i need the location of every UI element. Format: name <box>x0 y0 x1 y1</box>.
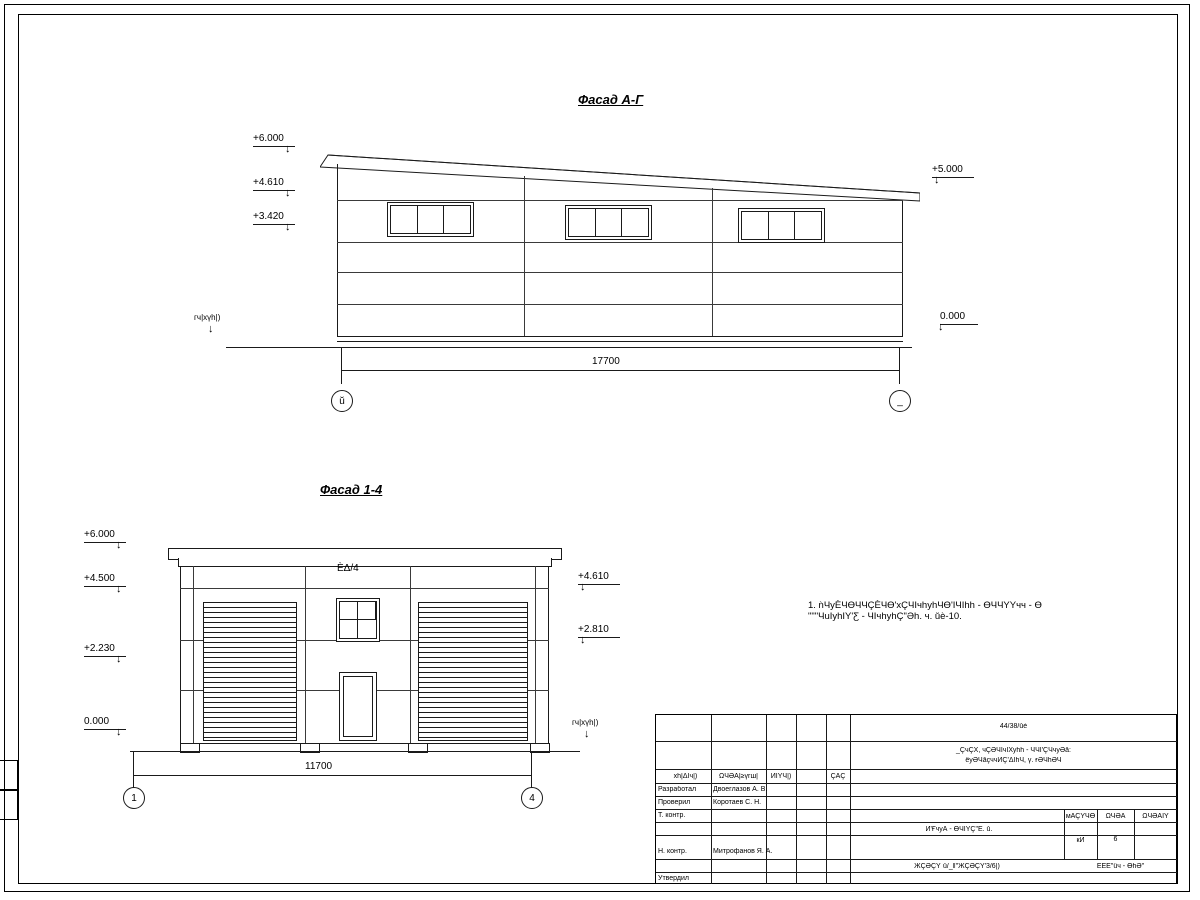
facade-ag-ground-label: гч|хүһ|) ↓ <box>194 313 221 335</box>
stamp-name-4: Митрофанов Я. А. <box>713 848 773 855</box>
stamp-col-header-1: ΩЧƏÅ|≥үгш| <box>719 773 758 780</box>
margin-box-top <box>0 760 18 790</box>
facade-ag-level-6000: +6.000 ↓ <box>253 133 284 144</box>
stamp-code: 44/38/ŭè <box>999 723 1028 730</box>
facade-ag-joint-v2 <box>712 188 713 336</box>
facade-14-ground-line <box>130 751 580 752</box>
facade-14-ext-line-right <box>531 752 532 788</box>
facade-ag-level-4610: +4.610 ↓ <box>253 177 284 188</box>
facade-ag-window-3 <box>738 208 825 243</box>
facade-14-ext-line-left <box>133 752 134 788</box>
facade-14-level-2810: +2.810 ↓ <box>578 624 609 635</box>
facade-ag-joint-v1 <box>524 176 525 336</box>
stamp-sheet-value: 6 <box>1113 836 1118 843</box>
stamp-role-1: Проверил <box>658 799 691 806</box>
facade-14-level-4610: +4.610 ↓ <box>578 571 609 582</box>
facade-14-pier-right <box>410 566 411 743</box>
facade-ag-plinth-line <box>337 341 903 342</box>
facade-14-dim-line <box>133 775 531 776</box>
facade-ag-dim-value: 17700 <box>592 356 620 367</box>
facade-14-level-4500: +4.500 ↓ <box>84 573 115 584</box>
facade-ag-title: Фасад А-Г <box>578 92 644 107</box>
facade-14-wall-right-inner <box>535 566 536 743</box>
facade-14-door <box>339 672 377 741</box>
stamp-col-header-0: ¯xh|ΔIч|) <box>669 773 698 780</box>
facade-14-wall-right <box>548 566 549 743</box>
facade-14-pier-left <box>305 566 306 743</box>
stamp-name-0: Двоеглазов А. В. <box>713 786 768 793</box>
facade-ag-ground-line <box>226 347 912 348</box>
margin-box-bottom <box>0 790 18 820</box>
stamp-col-header-4: ÇÅÇ <box>830 773 846 780</box>
facade-14-gate-right <box>418 602 528 741</box>
facade-14-ground-label: гч|хүһ|) ↓ <box>572 718 599 740</box>
general-notes <box>808 600 1108 622</box>
facade-14-wall-left-inner <box>193 566 194 743</box>
facade-ag-roof <box>320 145 920 205</box>
facade-ag-joint-3 <box>337 272 903 273</box>
facade-ag-window-2 <box>565 205 652 240</box>
facade-ag-joint-1 <box>337 200 903 201</box>
facade-ag-window-1 <box>387 202 474 237</box>
stamp-organisation: ÈÈÈ"üч - ӨһƏ" <box>1096 863 1145 870</box>
stamp-role-4: Н. контр. <box>658 848 687 855</box>
facade-ag-level-0000: 0.000 ↓ <box>940 311 965 322</box>
facade-14-axis-4: 4 <box>521 787 543 809</box>
stamp-object-line-2: êуƏЧāçччИÇ'ΔIhЧ, ү. ғƏЧһƏЧ <box>965 757 1062 764</box>
facade-ag-joint-4 <box>337 304 903 305</box>
facade-ag-base-line <box>337 336 903 337</box>
facade-14-gate-left <box>203 602 297 741</box>
stamp-name-1: Коротаев С. Н. <box>713 799 762 806</box>
facade-ag-ext-line-right <box>899 348 900 384</box>
facade-ag-ext-line-left <box>341 348 342 384</box>
facade-14-window <box>336 598 380 642</box>
note-line-1: 1. ǹЧуÈЧӨЧЧÇÈЧӨ'хÇЧIчhyhЧӨ'IЧIhh - ӨЧЧYYчч - Ө <box>808 600 1042 611</box>
stamp-drawing-title: ¯Ѝ'ҒчуÅ - ӨЧIYÇ"È. ŭ. <box>921 826 993 833</box>
stamp-sheets-header: ΩЧƏÅIY <box>1142 813 1169 820</box>
facade-14-dim-value: 11700 <box>305 761 333 772</box>
title-block <box>655 714 1177 884</box>
stamp-role-2: Т. контр. <box>658 812 686 819</box>
facade-14-axis-1: 1 <box>123 787 145 809</box>
facade-14-wall-left <box>180 566 181 743</box>
facade-14-wall-mark: ÈΔ/4 <box>337 563 359 574</box>
facade-14-level-0000: 0.000 ↓ <box>84 716 109 727</box>
facade-ag-dim-line <box>341 370 899 371</box>
stamp-stage-value: кЍ <box>1076 837 1085 844</box>
stamp-sheet-header: ΩЧƏÅ <box>1105 813 1126 820</box>
facade-ag-level-5000: +5.000 ↓ <box>932 164 963 175</box>
facade-14-cornice <box>178 558 552 567</box>
facade-14-level-2230: +2.230 ↓ <box>84 643 115 654</box>
stamp-role-0: Разработал <box>658 786 697 793</box>
facade-ag-wall-right <box>902 200 903 336</box>
facade-ag-axis-left: ŭ <box>331 390 353 412</box>
facade-ag-wall-left <box>337 164 338 336</box>
stamp-object-line-1: _ÇчÇХ, чÇƏЧIчIХуhh - ЧЧI'ÇЧчуƏā: <box>956 747 1071 754</box>
facade-14-level-6000: +6.000 ↓ <box>84 529 115 540</box>
facade-ag-axis-right: _ <box>889 390 911 412</box>
facade-ag-level-3420: +3.420 ↓ <box>253 211 284 222</box>
stamp-drawing-subtitle: ЖÇƏÇY‾ŭ/_‖"ЖÇƏÇY'3/6|) <box>914 863 1000 870</box>
stamp-stage-header: м̀ÅÇYЧӨ <box>1065 813 1096 820</box>
facade-14-title: Фасад 1-4 <box>320 482 383 497</box>
stamp-col-header-2: ЙIYЧ|) <box>770 773 792 780</box>
note-line-2: """ЧuIуhIY'Ƹ - ЧIчhyhÇ"Əh. ч. ŭè-10. <box>808 611 962 622</box>
facade-14-joint-1 <box>180 588 549 589</box>
stamp-role-5: Утвердил <box>658 875 689 882</box>
